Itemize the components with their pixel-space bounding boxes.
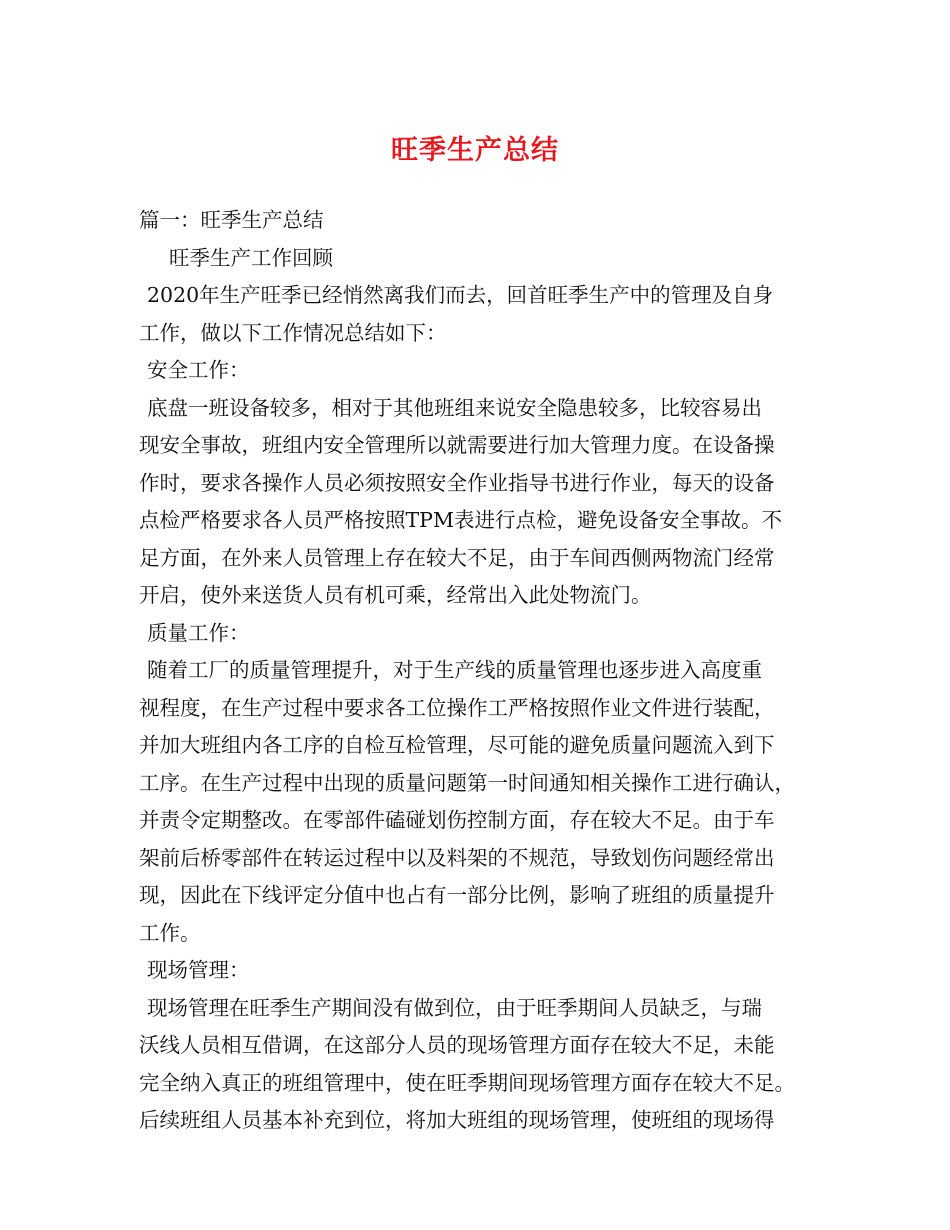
paragraph-line: 视程度，在生产过程中要求各工位操作工严格按照作业文件进行装配， <box>139 695 775 720</box>
paragraph-line: 随着工厂的质量管理提升，对于生产线的质量管理也逐步进入高度重 <box>147 658 762 682</box>
paragraph-line: 2020年生产旺季已经悄然离我们而去，回首旺季生产中的管理及自身 <box>147 283 774 307</box>
paragraph-line: 架前后桥零部件在转运过程中以及料架的不规范，导致划伤问题经常出 <box>139 845 775 870</box>
paragraph-line: 完全纳入真正的班组管理中，使在旺季期间现场管理方面存在较大不足。 <box>139 1070 795 1095</box>
document-title: 旺季生产总结 <box>391 135 559 166</box>
paragraph-line: 并加大班组内各工序的自检互检管理，尽可能的避免质量问题流入到下 <box>139 733 775 757</box>
paragraph-line: 并责令定期整改。在零部件磕碰划伤控制方面，存在较大不足。由于车 <box>139 808 775 832</box>
section-label: 质量工作： <box>147 620 250 645</box>
paragraph-line: 作时，要求各操作人员必须按照安全作业指导书进行作业，每天的设备 <box>139 470 775 495</box>
paragraph-line: 工序。在生产过程中出现的质量问题第一时间通知相关操作工进行确认， <box>139 770 795 795</box>
paragraph-line: 工作，做以下工作情况总结如下： <box>139 320 447 345</box>
subheading: 旺季生产工作回顾 <box>169 245 333 270</box>
paragraph-line: 工作。 <box>139 920 201 945</box>
section-label: 现场管理： <box>147 958 250 982</box>
paragraph-line: 底盘一班设备较多，相对于其他班组来说安全隐患较多，比较容易出 <box>147 395 762 420</box>
paragraph-line: 现安全事故，班组内安全管理所以就需要进行加大管理力度。在设备操 <box>139 433 775 457</box>
section-label: 安全工作： <box>147 358 250 382</box>
paragraph-line: 开启，使外来送货人员有机可乘，经常出入此处物流门。 <box>139 583 652 607</box>
paragraph-line: 后续班组人员基本补充到位，将加大班组的现场管理，使班组的现场得 <box>139 1108 775 1132</box>
paragraph-line: 沃线人员相互借调，在这部分人员的现场管理方面存在较大不足，未能 <box>139 1033 775 1057</box>
paragraph-line: 点检严格要求各人员严格按照TPM表进行点检，避免设备安全事故。不 <box>139 508 782 532</box>
paragraph-line: 现场管理在旺季生产期间没有做到位，由于旺季期间人员缺乏，与瑞 <box>147 995 762 1020</box>
section-heading: 篇一：旺季生产总结 <box>139 208 324 232</box>
paragraph-line: 现，因此在下线评定分值中也占有一部分比例，影响了班组的质量提升 <box>139 883 775 907</box>
paragraph-line: 足方面，在外来人员管理上存在较大不足，由于车间西侧两物流门经常 <box>139 545 775 570</box>
document-body <box>139 202 839 1140</box>
